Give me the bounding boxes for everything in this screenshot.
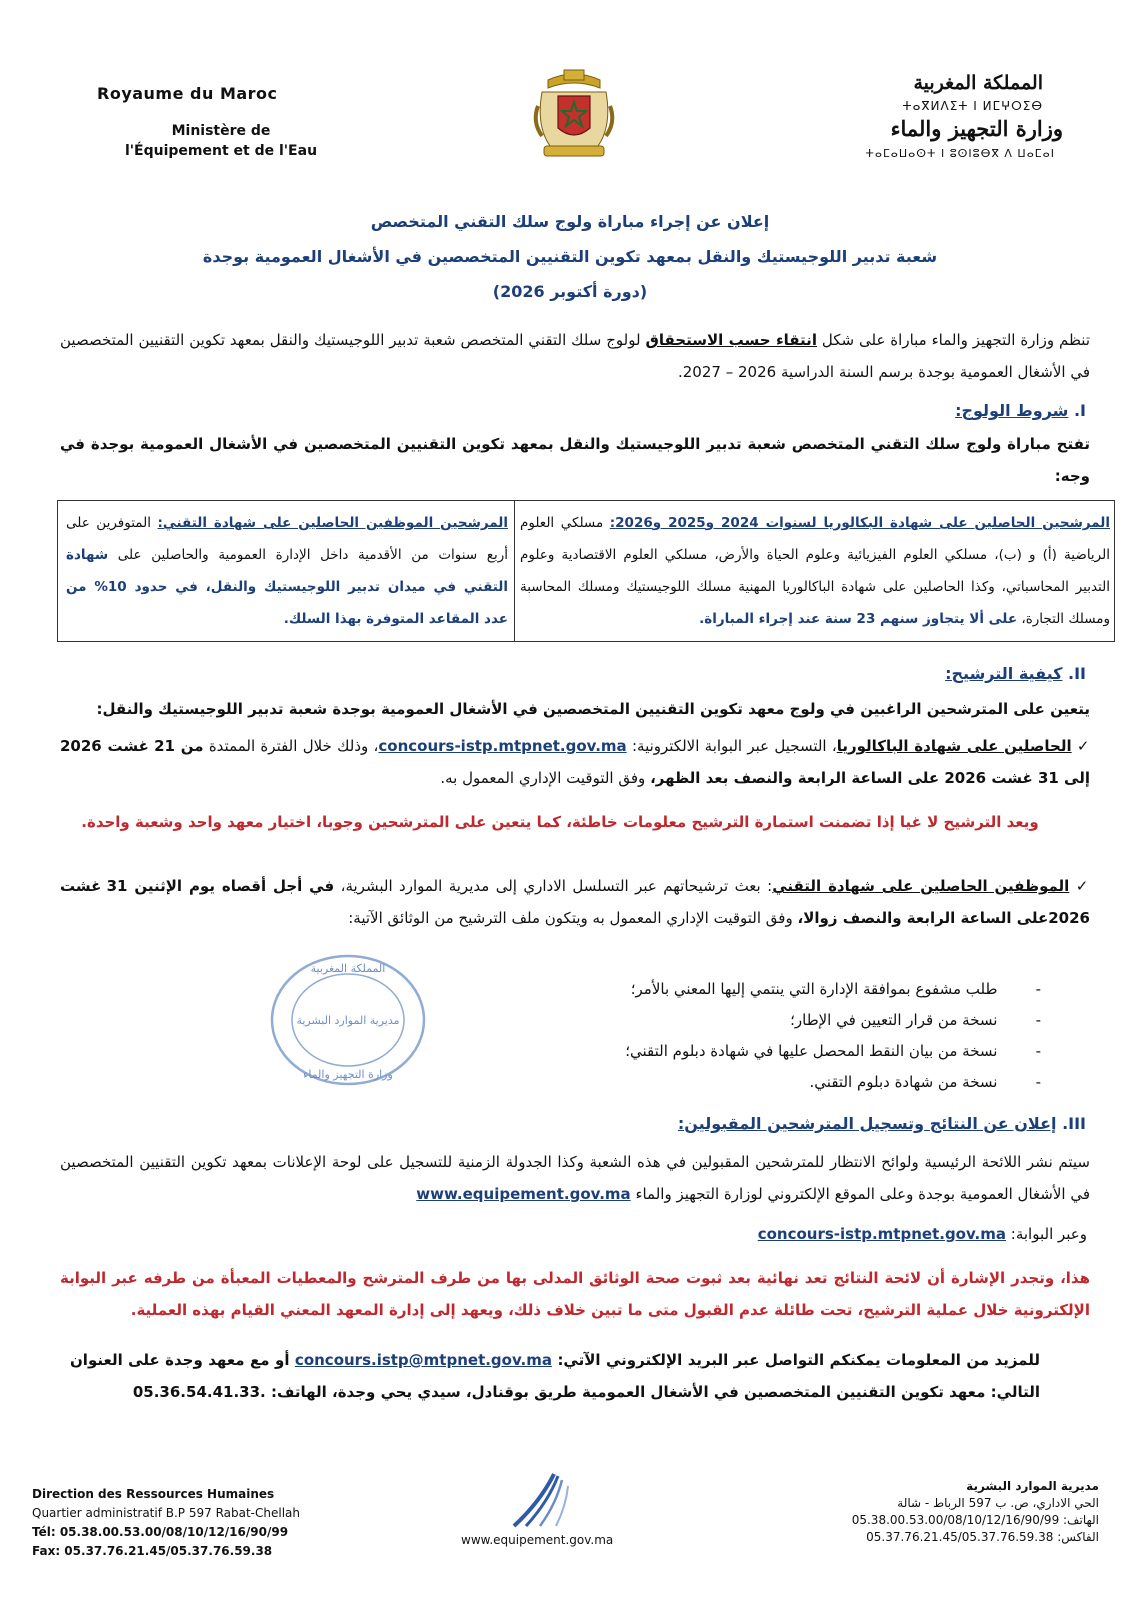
section-1-heading: [955, 401, 1086, 420]
document-1: طلب مشفوع بموافقة الإدارة التي ينتمي إليها المعني بالأمر؛: [630, 980, 998, 998]
candidates-bac-text: ، التسجيل عبر البوابة الالكترونية:: [631, 737, 837, 755]
coat-of-arms-emblem: [528, 66, 620, 162]
candidates-technician-lead: الموظفين الحاصلين على شهادة التقني: [772, 877, 1070, 895]
checkmark-icon: ✓: [1075, 877, 1090, 895]
section-1-text: تفتح مباراة ولوج سلك التقني المتخصص شعبة تدبير اللوجيستيك والنقل بمعهد تكوين التقنيين المتخصصين في الأشغال العمومية بوجدة في وجه:: [60, 435, 1090, 485]
eligibility-technician-body: المتوفرين على أربع سنوات من الأقدمية داخل الإدارة العمومية والحاصلين على: [66, 515, 508, 563]
eligibility-bac-body: مسلكي العلوم الرياضية (أ) و (ب)، مسلكي العلوم الفيزيائية وعلوم الحياة والأرض، مسلكي العلوم الاقتصادية وعلوم التدبير المحاسباتي، وكذا الحاصلين على شهادة الباكالوريا المهنية مسلك اللوجيستيك ومسلك المحاسبة ومسلك التجارة،: [520, 515, 1110, 627]
document-3: نسخة من بيان النقط المحصل عليها في شهادة دبلوم التقني؛: [625, 1042, 998, 1060]
section-1-title: شروط الولوج:: [955, 401, 1069, 420]
section-3-heading: [678, 1114, 1086, 1133]
candidates-bac-item: [60, 730, 1090, 794]
contact-paragraph: [70, 1344, 1040, 1408]
candidates-bac-dates: من 21 غشت 2026 إلى 31 غشت 2026 على الساعة الرابعة والنصف بعد الظهر،: [60, 737, 1090, 787]
section-3-text: [60, 1146, 1090, 1210]
section-3-body: سيتم نشر اللائحة الرئيسية ولوائح الانتظار للمترشحين المقبولين في هذه الشعبة وكذا الجدولة الزمنية للتسجيل على لوحة الإعلانات بمعهد تكوين التقنيين المتخصصين في الأشغال العمومية بوجدة وعلى الموقع الإلكتروني لوزارة التجهيز والماء: [60, 1153, 1090, 1203]
list-item: - نسخة من شهادة دبلوم التقني.: [809, 1073, 1041, 1091]
eligibility-bac-age: على ألا يتجاوز سنهم 23 سنة عند إجراء المباراة.: [699, 611, 1018, 627]
portal-link-1[interactable]: concours-istp.mtpnet.gov.ma: [378, 737, 627, 755]
section-2-number: II.: [1068, 664, 1086, 683]
contact-before: للمزيد من المعلومات يمكنكم التواصل عبر البريد الإلكتروني الآتي:: [557, 1351, 1040, 1369]
intro-emphasis: انتقاء حسب الاستحقاق: [645, 331, 817, 349]
footer-ar-line4: الفاكس: 05.37.76.21.45/05.37.76.59.38: [866, 1530, 1099, 1544]
candidates-bac-end: وفق التوقيت الإداري المعمول به.: [440, 769, 646, 787]
footer-address-fr: [32, 1485, 300, 1561]
footer-ar-line3: الهاتف: 05.38.00.53.00/08/10/12/16/90/99: [851, 1513, 1099, 1527]
candidates-technician-item: [60, 870, 1090, 934]
checkmark-icon: ✓: [1076, 737, 1090, 755]
footer-fr-line2: Quartier administratif B.P 597 Rabat-Chellah: [32, 1506, 301, 1520]
section-2-text: يتعين على المترشحين الراغبين في ولوج معهد تكوين التقنيين المتخصصين في الأشغال العمومية بوجدة شعبة تدبير اللوجيستيك والنقل:: [96, 700, 1090, 718]
documents-list: [441, 974, 1041, 1098]
portal-line: [758, 1218, 1087, 1250]
header-ministry-ar: وزارة التجهيز والماء: [890, 116, 1063, 141]
header-country-fr: Royaume du Maroc: [97, 84, 278, 103]
document-4: نسخة من شهادة دبلوم التقني.: [809, 1073, 998, 1091]
stamp-bottom-text: وزارة التجهيز والماء: [303, 1068, 393, 1081]
footer-ar-line1: مديرية الموارد البشرية: [966, 1479, 1099, 1493]
document-2: نسخة من قرار التعيين في الإطار؛: [790, 1011, 998, 1029]
eligibility-table: [57, 500, 1115, 642]
footer-ar-line2: الحي الاداري، ص. ب 597 الرباط - شالة: [897, 1496, 1099, 1510]
ministry-website-link[interactable]: www.equipement.gov.ma: [416, 1185, 631, 1203]
stamp-outer-text: المملكة المغربية: [310, 962, 386, 975]
application-warning: ويعد الترشيح لا غيا إذا تضمنت استمارة الترشيح معلومات خاطئة، كما يتعين على المترشحين وجوبا، اختيار معهد واحد وشعبة واحدة.: [81, 813, 1039, 831]
footer-address-ar: [852, 1478, 1099, 1546]
eligibility-bac-heading: المرشحين الحاصلين على شهادة البكالوريا لسنوات 2024 و2025 و2026:: [609, 515, 1111, 531]
eligibility-technician-cell: [66, 507, 508, 635]
title-line-3: (دورة أكتوبر 2026): [492, 282, 648, 301]
list-item: - نسخة من بيان النقط المحصل عليها في شهادة دبلوم التقني؛: [625, 1042, 1041, 1060]
header-country-tifinagh: ⵜⴰⴳⵍⴷⵉⵜ ⵏ ⵍⵎⵖⵔⵉⴱ: [902, 99, 1043, 113]
section-2-title: كيفية الترشيح:: [945, 664, 1063, 683]
eligibility-technician-heading: المرشحين الموظفين الحاصلين على شهادة التقني:: [157, 515, 508, 531]
list-item: - طلب مشفوع بموافقة الإدارة التي ينتمي إليها المعني بالأمر؛: [630, 980, 1041, 998]
candidates-technician-rest: وفق التوقيت الإداري المعمول به ويتكون ملف الترشيح من الوثائق الآتية:: [348, 909, 793, 927]
footer-website: www.equipement.gov.ma: [461, 1533, 614, 1547]
header-ministry-fr-line2: l'Équipement et de l'Eau: [124, 143, 318, 159]
eligibility-bac-cell: [520, 507, 1110, 635]
official-stamp: [268, 952, 428, 1088]
header-ministry-tifinagh: ⵜⴰⵎⴰⵡⴰⵙⵜ ⵏ ⵓⵙⵏⵓⴱⴳ ⴷ ⵡⴰⵎⴰⵏ: [865, 147, 1055, 160]
header-country-ar: المملكة المغربية: [913, 72, 1043, 94]
section-3-number: III.: [1062, 1114, 1086, 1133]
section-3-title: إعلان عن النتائج وتسجيل المترشحين المقبولين:: [677, 1114, 1057, 1133]
title-line-1: إعلان عن إجراء مباراة ولوج سلك التقني المتخصص: [370, 212, 770, 231]
contact-mid: أو مع معهد وجدة على العنوان التالي: معهد تكوين التقنيين المتخصصين في الأشغال العمومية طريق بوقنادل، سيدي يحي وجدة، الهاتف:: [70, 1351, 1040, 1401]
results-warning: هذا، وتجدر الإشارة أن لائحة النتائج تعد نهائية بعد ثبوت صحة الوثائق المدلى بها من طرف المترشح والمعطيات المعبأة من طرفه عبر البوابة الإلكترونية خلال عملية الترشيح، تحت طائلة عدم القبول متى ما تبين خلاف ذلك، ويعهد إلى إدارة المعهد المعني القيام بهذه العملية.: [60, 1269, 1090, 1319]
candidates-technician-text: : بعث ترشيحاتهم عبر التسلسل الاداري إلى مديرية الموارد البشرية،: [340, 877, 773, 895]
contact-phone: 05.36.54.41.33.: [132, 1383, 266, 1401]
portal-link-2[interactable]: concours-istp.mtpnet.gov.ma: [757, 1225, 1006, 1243]
stamp-inner-text: مديرية الموارد البشرية: [296, 1014, 400, 1027]
candidates-technician-deadline: في أجل أقصاه يوم الإثنين 31 غشت 2026على الساعة الرابعة والنصف زوالا،: [60, 877, 1090, 927]
footer-fr-line3: Tél: 05.38.00.53.00/08/10/12/16/90/99: [32, 1525, 289, 1539]
contact-email-link[interactable]: concours.istp@mtpnet.gov.ma: [294, 1351, 552, 1369]
footer-fr-line1: Direction des Ressources Humaines: [32, 1487, 275, 1501]
intro-before: تنظم وزارة التجهيز والماء مباراة على شكل: [821, 331, 1090, 349]
portal-label: وعبر البوابة:: [1010, 1225, 1087, 1243]
candidates-bac-rest: ، وذلك خلال الفترة الممتدة: [208, 737, 379, 755]
footer-fr-line4: Fax: 05.37.76.21.45/05.37.76.59.38: [32, 1544, 273, 1558]
header-ministry-fr-line1: Ministère de: [171, 123, 271, 139]
section-2-heading: [945, 664, 1086, 683]
section-1-number: I.: [1073, 401, 1086, 420]
title-line-2: شعبة تدبير اللوجيستيك والنقل بمعهد تكوين التقنيين المتخصصين في الأشغال العمومية بوجدة: [202, 247, 938, 266]
eligibility-technician-quota: شهادة التقني في ميدان تدبير اللوجيستيك والنقل، في حدود 10% من عدد المقاعد المتوفرة بهذا السلك.: [66, 547, 508, 627]
ministry-road-logo: [510, 1472, 586, 1528]
intro-after: لولوج سلك التقني المتخصص شعبة تدبير اللوجيستيك والنقل بمعهد تكوين التقنيين المتخصصين في الأشغال العمومية بوجدة برسم السنة الدراسية 2026 – 2027.: [60, 331, 1090, 381]
list-item: - نسخة من قرار التعيين في الإطار؛: [790, 1011, 1041, 1029]
header-ministry-fr: [90, 121, 352, 161]
candidates-bac-lead: الحاصلين على شهادة الباكالوريا: [836, 737, 1072, 755]
intro-paragraph: [60, 324, 1090, 388]
